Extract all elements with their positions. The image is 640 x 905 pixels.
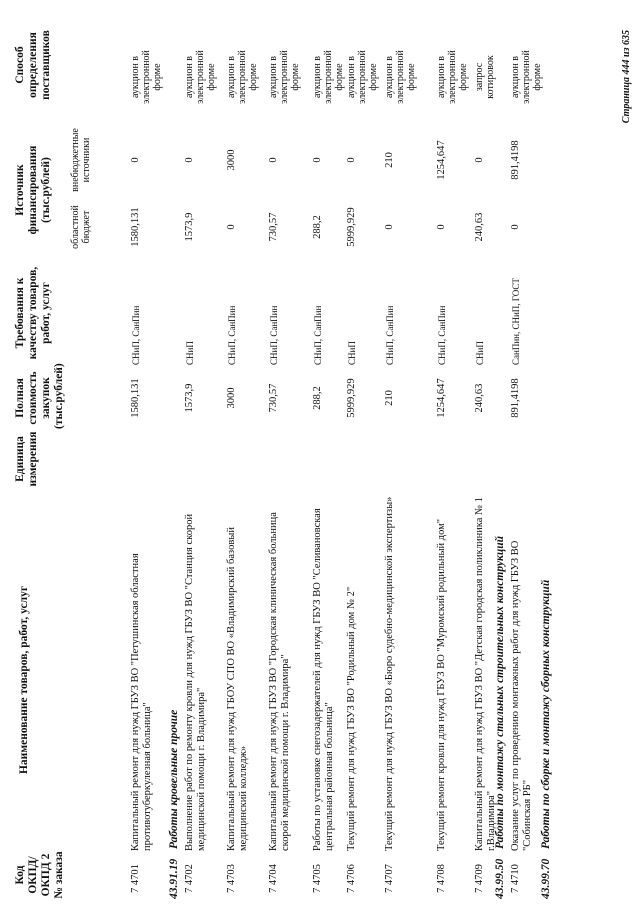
row-code: 7 4707 bbox=[384, 864, 395, 893]
row-extra: 891,4198 bbox=[510, 140, 521, 180]
header-budget: областной бюджет bbox=[70, 205, 92, 249]
row-code: 7 4705 bbox=[312, 864, 323, 893]
row-cost: 5999,929 bbox=[346, 378, 357, 418]
row-cost: 240,63 bbox=[474, 383, 485, 413]
header-extra: внебюджетные источники bbox=[70, 128, 92, 192]
row-code: 7 4703 bbox=[226, 864, 237, 893]
row-requirements: СНиП, СанПин bbox=[227, 305, 237, 365]
header-requirements: Требования к качеству товаров, работ, услуг bbox=[14, 266, 52, 360]
row-requirements: СНиП bbox=[185, 341, 195, 365]
row-cost: 3000 bbox=[226, 387, 237, 409]
row-name: Капитальный ремонт для нужд ГБУЗ ВО "Детская городская поликлиника № 1 г.Владимира" bbox=[474, 497, 497, 851]
section-title: Работы по сборке и монтажу сборных конструкций bbox=[540, 579, 552, 849]
section-code: 43.99.70 bbox=[540, 858, 552, 899]
row-name: Оказание услуг по проведению монтажных работ для нужд ГБУЗ ВО "Собинская РБ" bbox=[510, 540, 533, 851]
row-budget: 240,63 bbox=[474, 212, 485, 242]
row-name: Капитальный ремонт для нужд ГБУЗ ВО "Петушинская областная противотуберкулезная больница" bbox=[130, 553, 153, 851]
row-method: аукцион в электронной форме bbox=[268, 50, 301, 104]
row-method: аукцион в электронной форме bbox=[184, 50, 217, 104]
row-code: 7 4701 bbox=[130, 864, 141, 893]
row-extra: 0 bbox=[474, 157, 485, 163]
row-cost: 1254,647 bbox=[436, 378, 447, 418]
row-name: Выполнение работ по ремонту кровли для нужд ГБУЗ ВО "Станция скорой медицинской помощи г. Владимира" bbox=[184, 513, 207, 851]
row-extra: 0 bbox=[130, 157, 141, 163]
row-cost: 210 bbox=[384, 390, 395, 406]
header-unit: Единица измерения bbox=[14, 431, 39, 487]
row-name: Работы по установке снегозадержателей для нужд ГБУЗ ВО "Селивановская центральная районная больница" bbox=[312, 508, 335, 851]
row-name: Текущий ремонт для нужд ГБУЗ ВО «Бюро судебно-медицинской экспертизы» bbox=[384, 496, 395, 851]
row-cost: 288,2 bbox=[312, 386, 323, 410]
row-method: аукцион в электронной форме bbox=[312, 50, 345, 104]
row-cost: 891,4198 bbox=[510, 378, 521, 418]
row-name: Текущий ремонт для нужд ГБУЗ ВО "Родильный дом № 2" bbox=[346, 586, 357, 851]
row-budget: 1573,9 bbox=[184, 212, 195, 242]
row-cost: 730,57 bbox=[268, 383, 279, 413]
row-method: аукцион в электронной форме bbox=[510, 50, 543, 104]
row-budget: 0 bbox=[226, 224, 237, 230]
row-budget: 0 bbox=[510, 224, 521, 230]
row-method: аукцион в электронной форме bbox=[436, 50, 469, 104]
row-budget: 0 bbox=[436, 224, 447, 230]
row-requirements: СНиП bbox=[475, 341, 485, 365]
row-code: 7 4702 bbox=[184, 864, 195, 893]
row-budget: 5999,929 bbox=[346, 207, 357, 247]
row-extra: 0 bbox=[346, 157, 357, 163]
row-requirements: СНиП bbox=[347, 341, 357, 365]
row-requirements: СанПин, СНиП, ГОСТ bbox=[511, 278, 521, 365]
row-requirements: СНиП, СанПин bbox=[437, 305, 447, 365]
page-footer: Страница 444 из 635 bbox=[621, 30, 632, 124]
row-budget: 288,2 bbox=[312, 215, 323, 239]
row-extra: 0 bbox=[312, 157, 323, 163]
row-extra: 0 bbox=[184, 157, 195, 163]
row-name: Текущий ремонт кровли для нужд ГБУЗ ВО "Муромский родильный дом" bbox=[436, 518, 447, 851]
header-funding: Источник финансирования (тыс.рублей) bbox=[14, 145, 52, 235]
row-requirements: СНиП, СанПин bbox=[385, 305, 395, 365]
row-extra: 3000 bbox=[226, 149, 237, 171]
row-cost: 1573,9 bbox=[184, 383, 195, 413]
row-name: Капитальный ремонт для нужд ГБОУ СПО ВО «Владимирский базовый медицинский колледж» bbox=[226, 527, 249, 851]
row-method: аукцион в электронной форме bbox=[226, 50, 259, 104]
row-requirements: СНиП, СанПин bbox=[313, 305, 323, 365]
row-cost: 1580,131 bbox=[130, 378, 141, 418]
header-method: Способ определения поставщиков bbox=[14, 30, 52, 100]
section-title: Работы кровельные прочие bbox=[168, 709, 180, 849]
header-name: Наименование товаров, работ, услуг bbox=[18, 585, 30, 775]
row-name: Капитальный ремонт для нужд ГБУЗ ВО "Городская клиническая больница скорой медицинской помощи г. Владимира" bbox=[268, 512, 291, 851]
header-cost: Полная стоимость закупок (тыс.рублей) bbox=[14, 363, 65, 429]
row-budget: 0 bbox=[384, 224, 395, 230]
row-method: запрос котировок bbox=[474, 55, 496, 99]
row-method: аукцион в электронной форме bbox=[130, 50, 163, 104]
row-extra: 1254,647 bbox=[436, 140, 447, 180]
row-code: 7 4704 bbox=[268, 864, 279, 893]
header-code: Код ОКПД/ ОКПД 2 № заказа bbox=[14, 851, 65, 899]
row-code: 7 4710 bbox=[510, 864, 521, 893]
row-extra: 210 bbox=[384, 152, 395, 168]
row-code: 7 4706 bbox=[346, 864, 357, 893]
row-requirements: СНиП, СанПин bbox=[269, 305, 279, 365]
section-title: Работы по монтажу стальных строительных конструкций bbox=[494, 535, 506, 849]
row-extra: 0 bbox=[268, 157, 279, 163]
row-requirements: СНиП, СанПин bbox=[131, 305, 141, 365]
row-code: 7 4708 bbox=[436, 864, 447, 893]
section-code: 43.99.50 bbox=[494, 858, 506, 899]
row-budget: 730,57 bbox=[268, 212, 279, 242]
row-budget: 1580,131 bbox=[130, 207, 141, 247]
section-code: 43.91.19 bbox=[168, 858, 180, 899]
row-code: 7 4709 bbox=[474, 864, 485, 893]
row-method: аукцион в электронной форме bbox=[346, 50, 379, 104]
row-method: аукцион в электронной форме bbox=[384, 50, 417, 104]
